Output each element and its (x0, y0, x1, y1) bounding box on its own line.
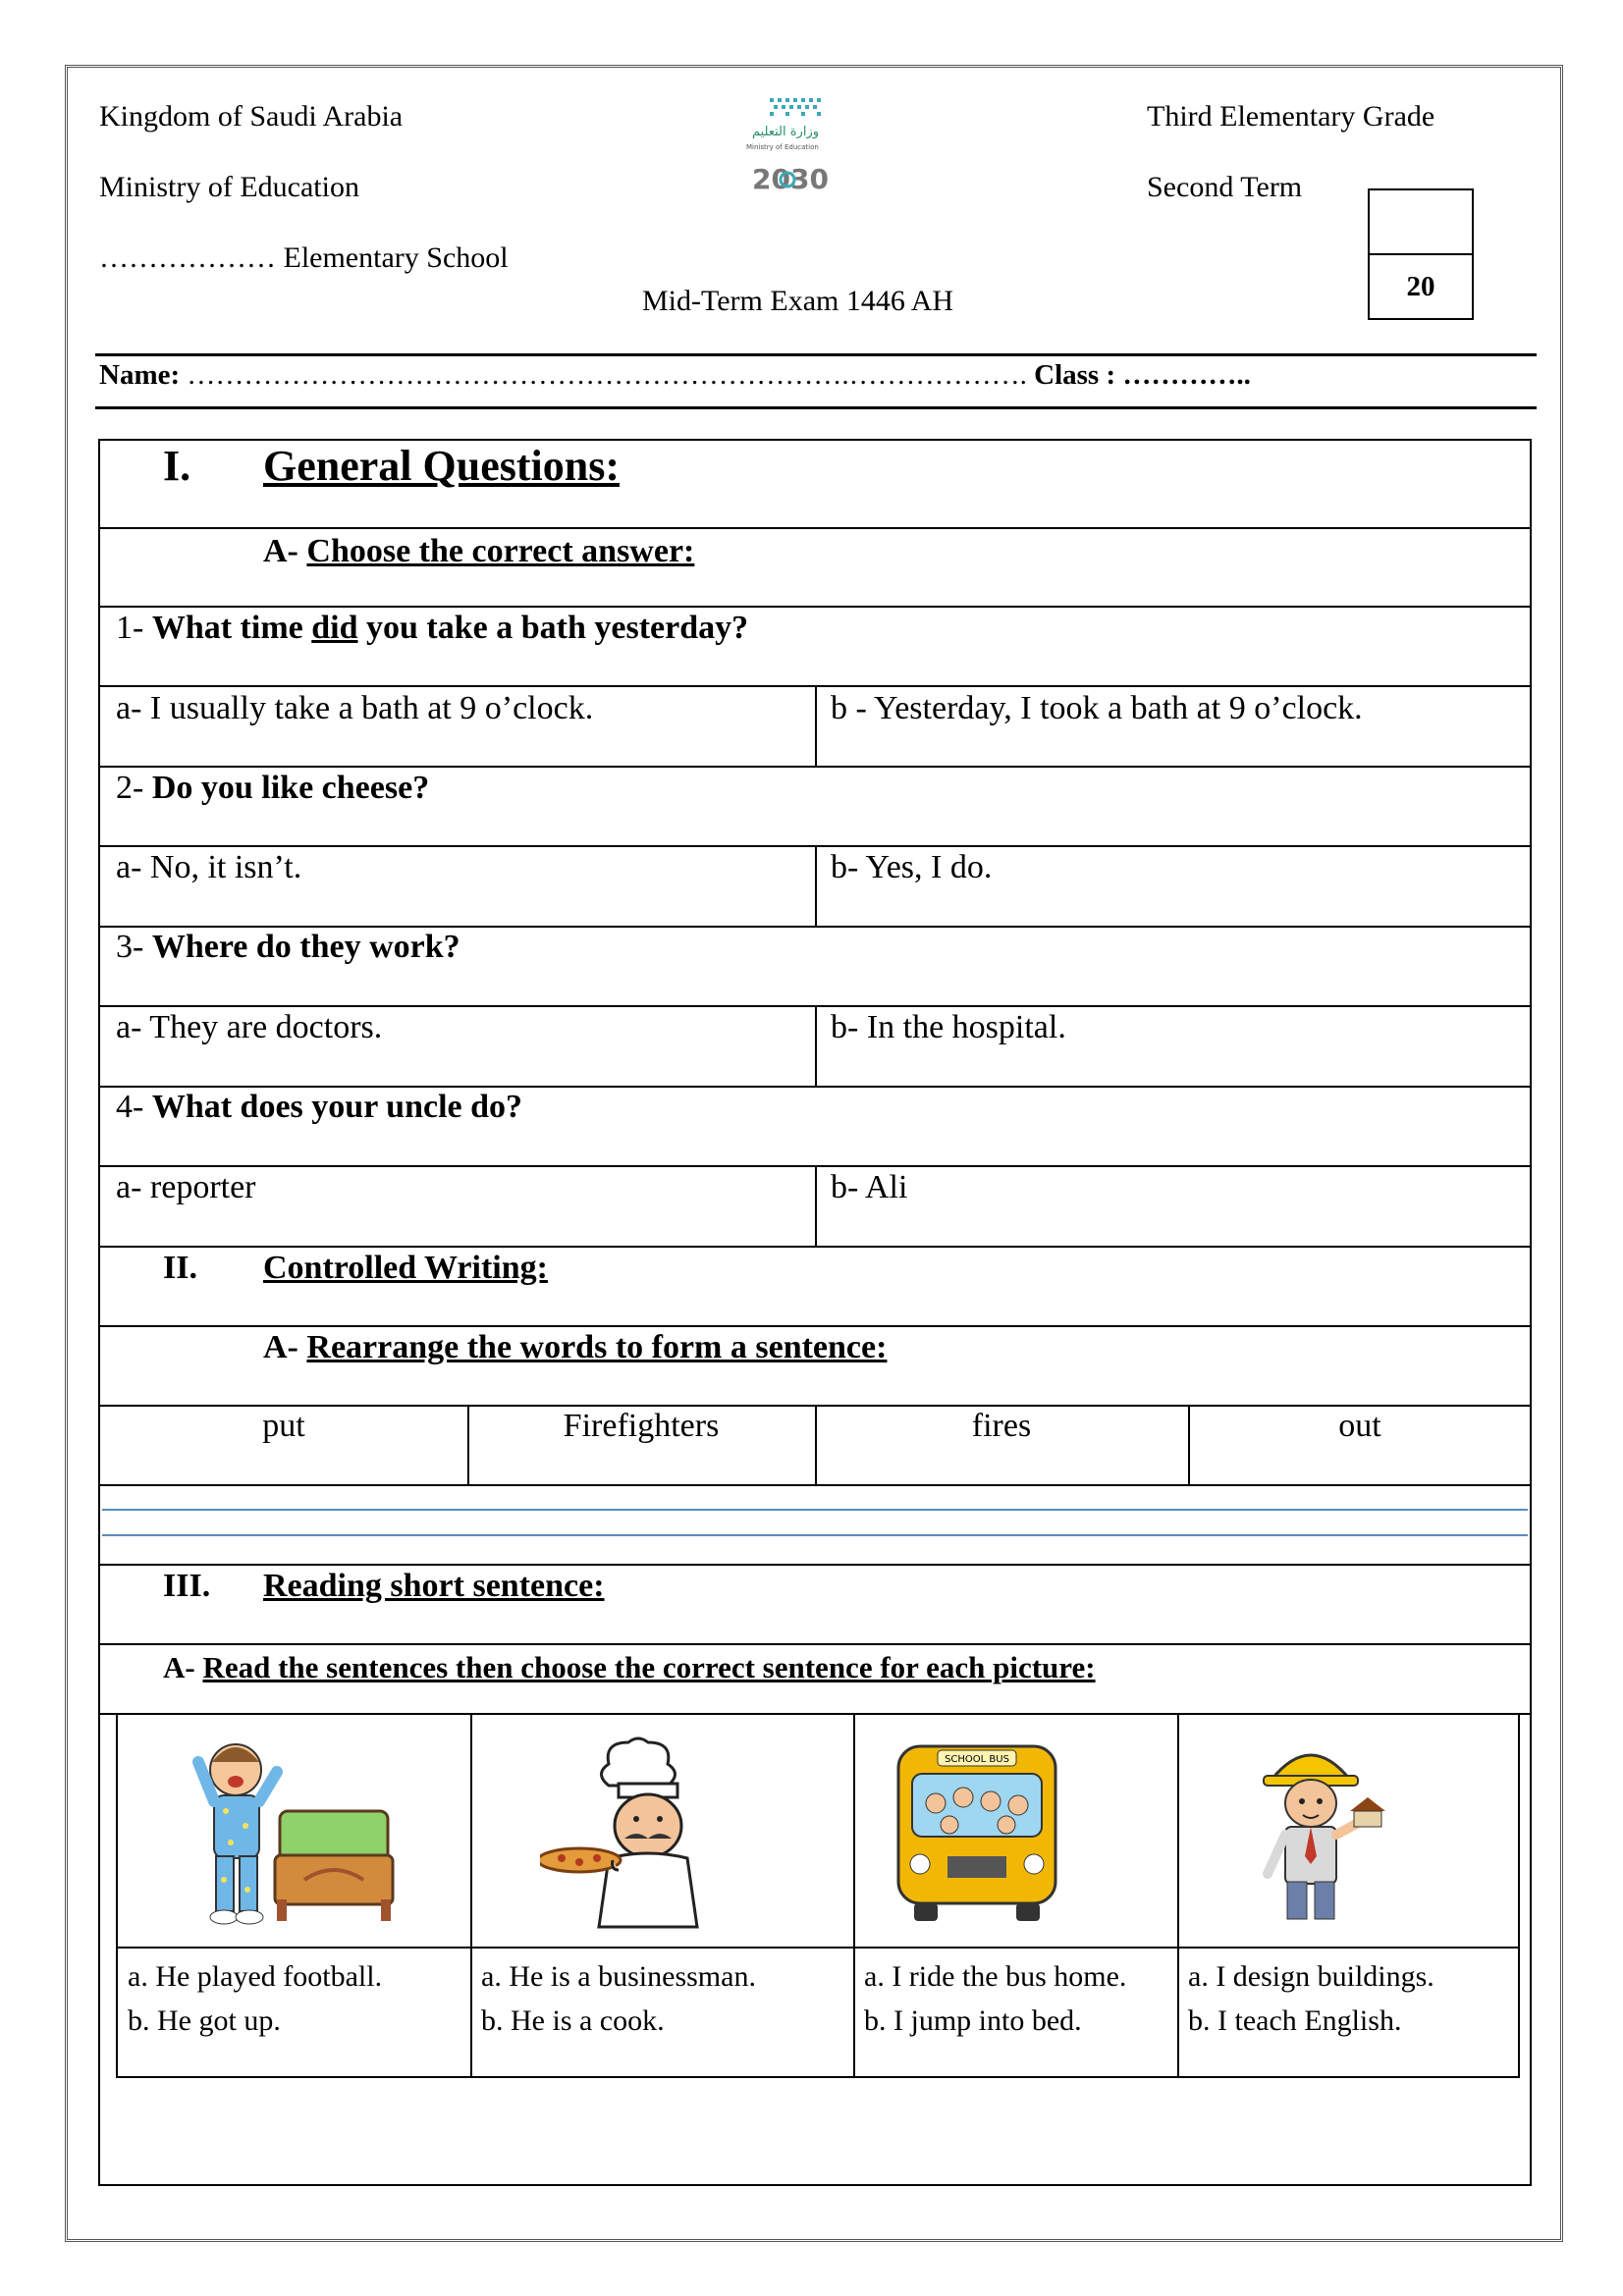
logo-arabic-text: وزارة التعليم (751, 125, 820, 139)
logo-vision-text: 2030 (752, 163, 829, 195)
picture-table (116, 1713, 1520, 2078)
partA-title: Read the sentences then choose the correct sentence for each picture: (202, 1650, 1096, 1684)
student-info-line (99, 359, 1251, 392)
section2-title: Controlled Writing: (263, 1250, 548, 1286)
name-label: Name: (99, 359, 181, 391)
question-text: What does your uncle do? (151, 1089, 523, 1125)
question-1 (116, 610, 748, 647)
section3-partA (163, 1650, 1096, 1685)
question-text: What time (151, 610, 312, 646)
partA-prefix: A- (263, 533, 298, 569)
question-number: 1- (116, 610, 144, 646)
q2-option-a[interactable]: a- No, it isn’t. (116, 849, 302, 885)
question-text: Do you like cheese? (151, 770, 430, 806)
section1-title: General Questions: (263, 442, 620, 490)
pic1-option-a[interactable]: a. He played football. (128, 1960, 383, 1993)
logo-english-text: Ministry of Education (746, 143, 819, 151)
svg-text:SCHOOL BUS: SCHOOL BUS (945, 1754, 1009, 1765)
q2-option-b[interactable]: b- Yes, I do. (831, 849, 993, 885)
pic2-option-b[interactable]: b. He is a cook. (481, 2004, 665, 2037)
question-number: 2- (116, 770, 144, 806)
pic2-option-a[interactable]: a. He is a businessman. (481, 1960, 756, 1993)
ministry-logo (734, 90, 846, 212)
section2-num: II. (163, 1250, 197, 1286)
grade-label: Third Elementary Grade (1147, 100, 1435, 133)
pic4-option-b[interactable]: b. I teach English. (1188, 2004, 1402, 2037)
question-underlined-word: did (311, 610, 358, 646)
pic4-option-a[interactable]: a. I design buildings. (1188, 1960, 1434, 1993)
question-number: 3- (116, 929, 144, 965)
divider-top (95, 353, 1537, 356)
partA-title: Choose the correct answer: (306, 533, 695, 569)
partA-prefix: A- (263, 1329, 298, 1365)
engineer-icon (1213, 1733, 1429, 1929)
q4-option-a[interactable]: a- reporter (116, 1169, 256, 1205)
q1-option-b[interactable]: b - Yesterday, I took a bath at 9 o’clock. (831, 690, 1363, 726)
q3-option-b[interactable]: b- In the hospital. (831, 1009, 1066, 1045)
pic3-option-b[interactable]: b. I jump into bed. (864, 2004, 1082, 2037)
question-3 (116, 929, 460, 966)
q4-option-b[interactable]: b- Ali (831, 1169, 908, 1205)
score-total: 20 (1406, 271, 1435, 302)
class-label: Class : (1034, 359, 1116, 391)
section3-title: Reading short sentence: (263, 1568, 605, 1604)
score-box (1368, 188, 1474, 320)
partA-title: Rearrange the words to form a sentence: (306, 1329, 888, 1365)
question-2 (116, 770, 429, 807)
word-2: Firefighters (563, 1408, 720, 1444)
pic1-option-b[interactable]: b. He got up. (128, 2004, 281, 2037)
section1-num: I. (163, 442, 191, 490)
answer-line-2[interactable] (102, 1534, 1528, 1536)
q1-option-a[interactable]: a- I usually take a bath at 9 o’clock. (116, 690, 594, 726)
word-3: fires (971, 1408, 1032, 1444)
word-1: put (262, 1408, 305, 1444)
question-4 (116, 1089, 522, 1126)
answer-line-1[interactable] (102, 1509, 1528, 1511)
name-field[interactable]: …………………………………………………………….………………. (187, 359, 1027, 391)
question-number: 4- (116, 1089, 144, 1125)
section3-num: III. (163, 1568, 211, 1604)
divider-bottom (95, 406, 1537, 409)
partA-prefix: A- (163, 1650, 195, 1684)
school-bus-icon (869, 1733, 1085, 1929)
pic3-option-a[interactable]: a. I ride the bus home. (864, 1960, 1127, 1993)
chef-pizza-icon (540, 1733, 756, 1929)
q3-option-a[interactable]: a- They are doctors. (116, 1009, 383, 1045)
term-label: Second Term (1147, 171, 1303, 203)
section2-partA (263, 1329, 887, 1366)
word-4: out (1338, 1408, 1381, 1444)
school-label: ……………… Elementary School (99, 241, 509, 274)
class-field[interactable]: ………….. (1122, 359, 1251, 391)
country-label: Kingdom of Saudi Arabia (99, 100, 404, 133)
question-text-end: you take a bath yesterday? (357, 610, 749, 646)
ministry-label: Ministry of Education (99, 171, 359, 203)
section1-partA (263, 533, 694, 570)
waking-boy-icon (187, 1733, 403, 1929)
exam-title: Mid-Term Exam 1446 AH (642, 285, 954, 317)
question-text: Where do they work? (151, 929, 460, 965)
